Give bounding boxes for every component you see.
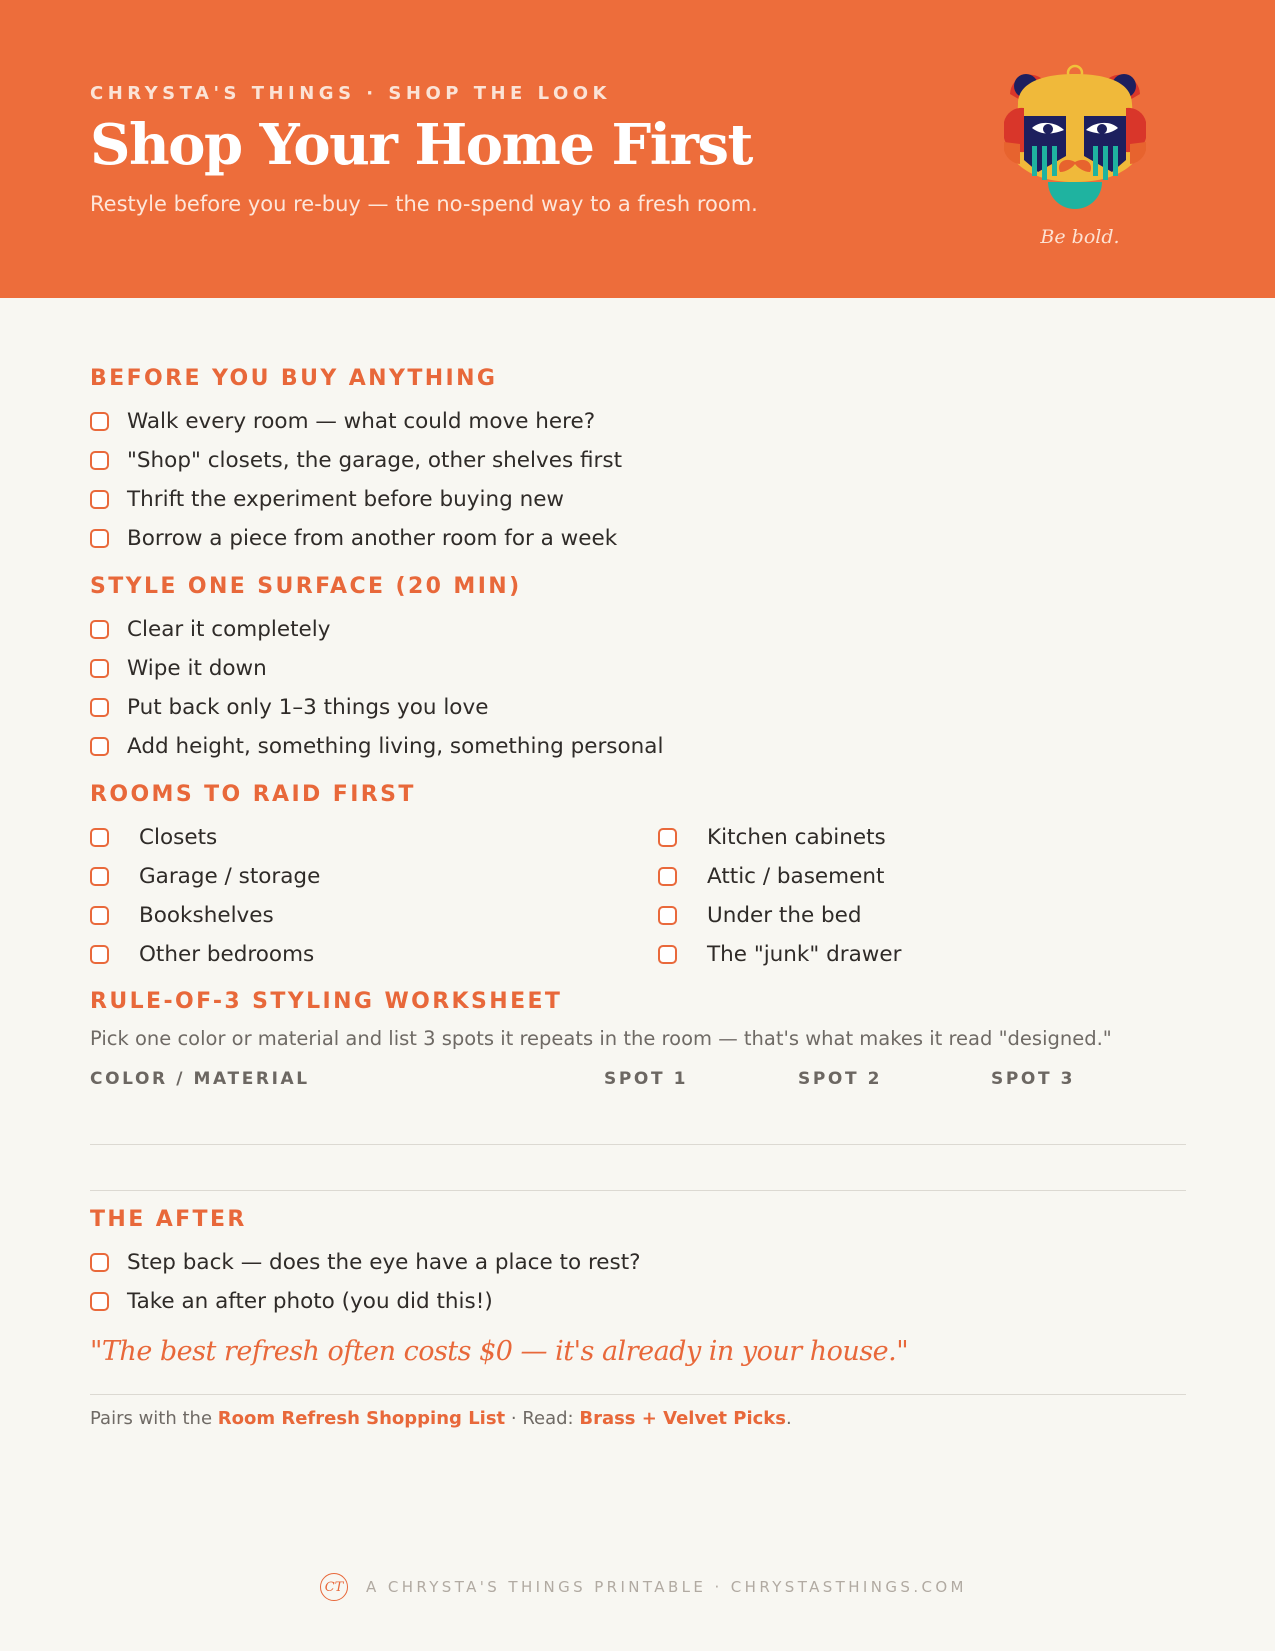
checklist-item[interactable]: Take an after photo (you did this!): [90, 1287, 493, 1315]
section-title-before: BEFORE YOU BUY ANYTHING: [90, 366, 498, 391]
link-brass-velvet[interactable]: Brass + Velvet Picks: [579, 1408, 786, 1429]
checkbox[interactable]: [90, 1253, 109, 1272]
checklist-item[interactable]: Thrift the experiment before buying new: [90, 485, 564, 513]
monogram-icon: CT: [320, 1573, 348, 1601]
related-links: Pairs with the Room Refresh Shopping List · Read: Brass + Velvet Picks.: [90, 1408, 792, 1429]
checkbox[interactable]: [658, 945, 677, 964]
checklist-item[interactable]: Step back — does the eye have a place to rest?: [90, 1248, 641, 1276]
column-header-spot-2: SPOT 2: [798, 1069, 883, 1089]
checklist-item[interactable]: Other bedrooms: [90, 940, 314, 968]
checkbox[interactable]: [90, 1292, 109, 1311]
link-room-refresh[interactable]: Room Refresh Shopping List: [217, 1408, 506, 1429]
column-header-color: COLOR / MATERIAL: [90, 1069, 310, 1089]
page-title: Shop Your Home First: [90, 112, 752, 178]
checkbox[interactable]: [90, 451, 109, 470]
footer: [320, 1571, 967, 1603]
checklist-item[interactable]: Borrow a piece from another room for a week: [90, 524, 617, 552]
checkbox[interactable]: [90, 490, 109, 509]
checkbox[interactable]: [90, 659, 109, 678]
worksheet-row-line[interactable]: [90, 1190, 1186, 1191]
checkbox[interactable]: [658, 828, 677, 847]
footer-text: A CHRYSTA'S THINGS PRINTABLE · CHRYSTASTHINGS.COM: [366, 1578, 967, 1596]
section-title-rooms: ROOMS TO RAID FIRST: [90, 782, 416, 807]
worksheet-row-line[interactable]: [90, 1144, 1186, 1145]
checklist-item[interactable]: Under the bed: [658, 901, 862, 929]
checkbox[interactable]: [90, 828, 109, 847]
lion-head-icon: [1004, 64, 1146, 216]
checklist-item[interactable]: Garage / storage: [90, 862, 320, 890]
worksheet-description: Pick one color or material and list 3 spots it repeats in the room — that's what makes it read "designed.": [90, 1027, 1112, 1050]
column-header-spot-1: SPOT 1: [604, 1069, 689, 1089]
eyebrow: CHRYSTA'S THINGS · SHOP THE LOOK: [90, 83, 611, 104]
section-title-worksheet: RULE-OF-3 STYLING WORKSHEET: [90, 989, 563, 1014]
checkbox[interactable]: [90, 945, 109, 964]
checklist-item[interactable]: The "junk" drawer: [658, 940, 901, 968]
divider: [90, 1394, 1186, 1395]
checklist-item[interactable]: Bookshelves: [90, 901, 274, 929]
checklist-item[interactable]: Wipe it down: [90, 654, 267, 682]
header-banner: [0, 0, 1275, 298]
pull-quote: "The best refresh often costs $0 — it's already in your house.": [90, 1336, 909, 1367]
checkbox[interactable]: [90, 620, 109, 639]
page-subtitle: Restyle before you re-buy — the no-spend way to a fresh room.: [90, 192, 758, 216]
checklist-item[interactable]: Put back only 1–3 things you love: [90, 693, 488, 721]
column-header-spot-3: SPOT 3: [991, 1069, 1076, 1089]
checkbox[interactable]: [658, 867, 677, 886]
checkbox[interactable]: [90, 906, 109, 925]
checkbox[interactable]: [658, 906, 677, 925]
checklist-item[interactable]: Walk every room — what could move here?: [90, 407, 595, 435]
section-title-surface: STYLE ONE SURFACE (20 MIN): [90, 574, 522, 599]
checklist-item[interactable]: Clear it completely: [90, 615, 330, 643]
checklist-item[interactable]: "Shop" closets, the garage, other shelves first: [90, 446, 622, 474]
checkbox[interactable]: [90, 529, 109, 548]
checkbox[interactable]: [90, 412, 109, 431]
checklist-item[interactable]: Add height, something living, something personal: [90, 732, 663, 760]
section-title-after: THE AFTER: [90, 1207, 247, 1232]
checkbox[interactable]: [90, 737, 109, 756]
checkbox[interactable]: [90, 698, 109, 717]
checklist-item[interactable]: Closets: [90, 823, 217, 851]
checklist-item[interactable]: Attic / basement: [658, 862, 884, 890]
tagline: Be bold.: [1040, 226, 1120, 248]
checkbox[interactable]: [90, 867, 109, 886]
checklist-item[interactable]: Kitchen cabinets: [658, 823, 886, 851]
